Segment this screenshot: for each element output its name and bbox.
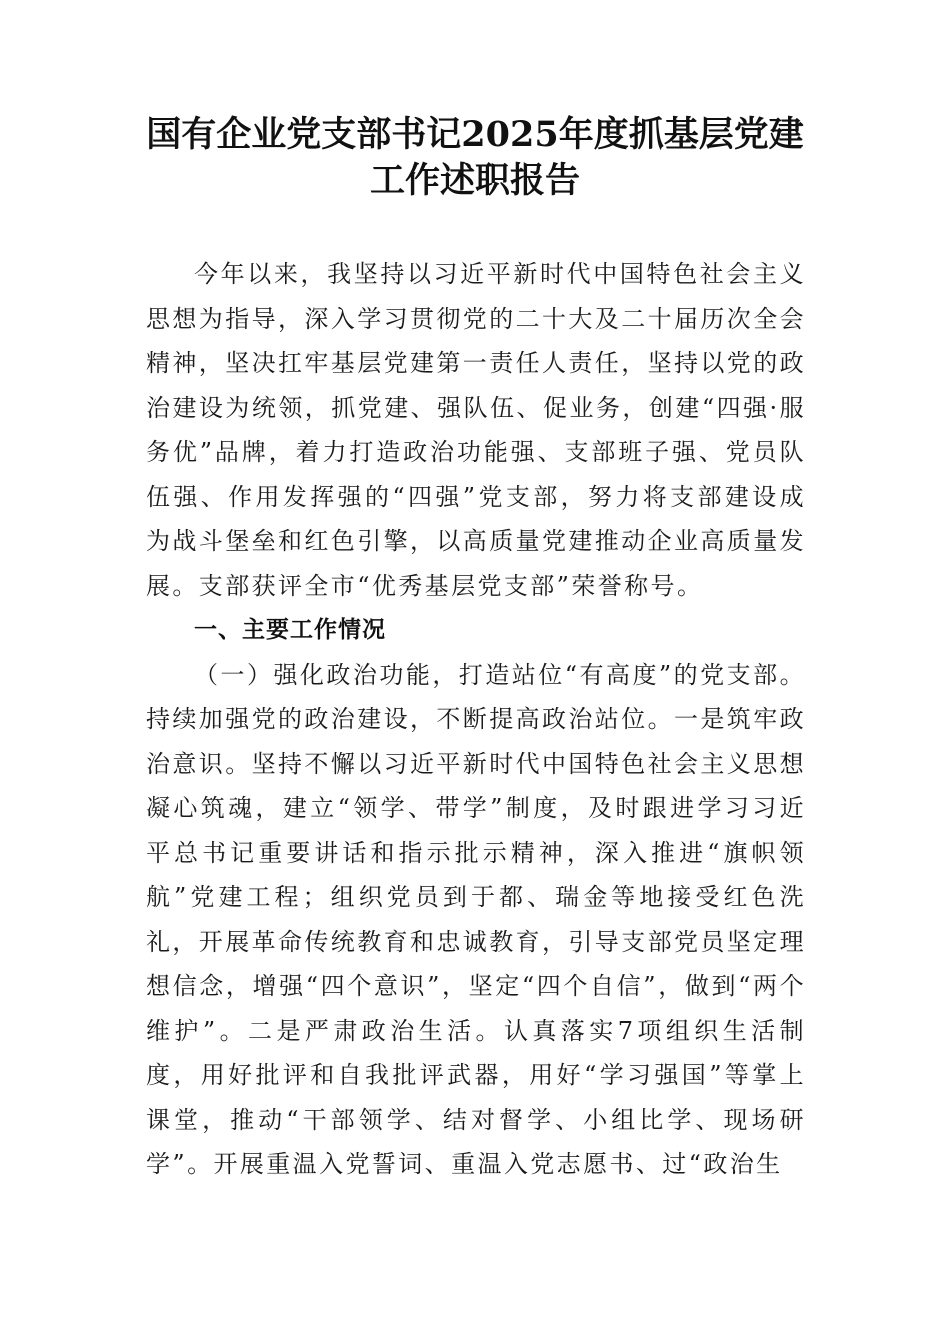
section-heading: 一、主要工作情况 [194,617,386,643]
title-line-2: 工作述职报告 [369,160,580,201]
document-title [0,112,950,204]
intro-paragraph: 今年以来，我坚持以习近平新时代中国特色社会主义思想为指导，深入学习贯彻党的二十大及二十届历次全会精神，坚决扛牢基层党建第一责任人责任，坚持以党的政治建设为统领，抓党建、强队伍、促业务，创建“四强·服务优”品牌，着力打造政治功能强、支部班子强、党员队伍强、作用发挥强的“四强”党支部，努力将支部建设成为战斗堡垒和红色引擎，以高质量党建推动企业高质量发展。支部获评全市“优秀基层党支部”荣誉称号。 [146,260,806,600]
title-line-1: 国有企业党支部书记2025年度抓基层党建 [146,114,804,155]
section-paragraph: （一）强化政治功能，打造站位“有高度”的党支部。持续加强党的政治建设，不断提高政治站位。一是筑牢政治意识。坚持不懈以习近平新时代中国特色社会主义思想凝心筑魂，建立“领学、带学”制度，及时跟进学习习近平总书记重要讲话和指示批示精神，深入推进“旗帜领航”党建工程；组织党员到于都、瑞金等地接受红色洗礼，开展革命传统教育和忠诚教育，引导支部党员坚定理想信念，增强“四个意识”，坚定“四个自信”，做到“两个维护”。二是严肃政治生活。认真落实7项组织生活制度，用好批评和自我批评武器，用好“学习强国”等掌上课堂，推动“干部领学、结对督学、小组比学、现场研学”。开展重温入党誓词、重温入党志愿书、过“政治生 [146,660,806,1178]
document-body [146,252,806,1187]
